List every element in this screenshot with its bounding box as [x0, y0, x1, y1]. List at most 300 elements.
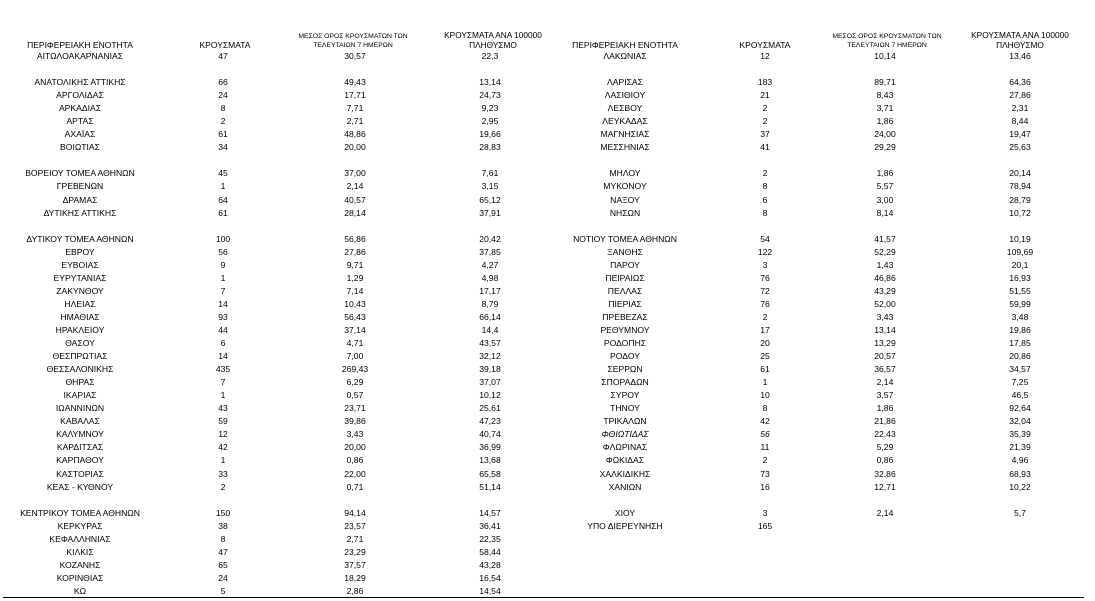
- table-row: [545, 115, 1095, 128]
- table-header-left: [0, 20, 545, 50]
- table-row: [0, 246, 545, 259]
- cell-per100k: 20,86: [1009, 351, 1031, 362]
- table-row: [0, 180, 545, 193]
- cell-avg7: 52,29: [874, 246, 896, 257]
- cell-per100k: 4,98: [481, 272, 499, 283]
- cell-name: ΚΑΣΤΟΡΙΑΣ: [56, 468, 104, 479]
- cell-name: ΛΑΡΙΣΑΣ: [607, 77, 643, 88]
- header-per100k: [945, 31, 1095, 50]
- table-row: [545, 520, 1095, 533]
- table-row: [0, 50, 545, 63]
- cell-name: ΚΟΡΙΝΘΙΑΣ: [56, 572, 104, 583]
- cell-cases: 1: [220, 272, 226, 283]
- cell-name: ΑΧΑΪΑΣ: [64, 129, 96, 140]
- table-row: [0, 533, 545, 546]
- table-body-left: [0, 50, 545, 598]
- cell-cases: 1: [762, 377, 768, 388]
- cell-cases: 2: [762, 103, 768, 114]
- cell-per100k: 28,83: [479, 142, 501, 153]
- table-row: [545, 481, 1095, 494]
- cell-avg7: 4,71: [346, 338, 364, 349]
- cell-cases: 3: [762, 507, 768, 518]
- spacer-row: [0, 154, 545, 167]
- cell-name: ΔΥΤΙΚΗΣ ΑΤΤΙΚΗΣ: [43, 207, 117, 218]
- cell-name: ΦΛΩΡΙΝΑΣ: [602, 442, 648, 453]
- table-row: [0, 428, 545, 441]
- cell-avg7: 56,86: [344, 233, 366, 244]
- cell-per100k: 92,64: [1009, 403, 1031, 414]
- cell-avg7: 1,86: [876, 403, 894, 414]
- table-row: [545, 233, 1095, 246]
- cell-cases: 24: [218, 572, 228, 583]
- cell-avg7: 2,14: [876, 377, 894, 388]
- cell-per100k: 46,5: [1011, 390, 1029, 401]
- cell-avg7: 0,86: [346, 455, 364, 466]
- cell-name: ΑΡΚΑΔΙΑΣ: [58, 103, 102, 114]
- header-per100k-line2: ΠΛΗΘΥΣΜΟ: [469, 39, 517, 50]
- cell-name: ΗΛΕΙΑΣ: [64, 298, 96, 309]
- cell-avg7: 94,14: [344, 507, 366, 518]
- table-row: [0, 233, 545, 246]
- cell-cases: 14: [218, 351, 228, 362]
- cell-name: ΣΠΟΡΑΔΩΝ: [601, 377, 649, 388]
- cell-per100k: 43,28: [479, 559, 501, 570]
- cell-per100k: 36,99: [479, 442, 501, 453]
- cell-name: ΠΡΕΒΕΖΑΣ: [602, 311, 648, 322]
- cell-name: ΤΡΙΚΑΛΩΝ: [603, 416, 647, 427]
- cell-cases: 37: [760, 129, 770, 140]
- cell-cases: 17: [760, 324, 770, 335]
- table-row: [545, 194, 1095, 207]
- cell-name: ΣΕΡΡΩΝ: [607, 364, 643, 375]
- cell-per100k: 109,69: [1006, 246, 1034, 257]
- spacer-row: [545, 154, 1095, 167]
- cell-per100k: 8,79: [481, 298, 499, 309]
- table-row: [545, 454, 1095, 467]
- cell-name: ΥΠΟ ΔΙΕΡΕΥΝΗΣΗ: [587, 520, 663, 531]
- spacer-row: [0, 63, 545, 76]
- cell-avg7: 41,57: [874, 233, 896, 244]
- table-row: [545, 89, 1095, 102]
- cell-per100k: 25,63: [1009, 142, 1031, 153]
- table-row: [0, 363, 545, 376]
- cell-name: ΝΑΞΟΥ: [610, 194, 640, 205]
- cell-cases: 24: [218, 90, 228, 101]
- cell-cases: 10: [760, 390, 770, 401]
- cell-cases: 5: [220, 585, 226, 596]
- cell-per100k: 66,14: [479, 311, 501, 322]
- table-row: [545, 76, 1095, 89]
- cell-per100k: 20,1: [1011, 259, 1029, 270]
- spacer-row: [545, 220, 1095, 233]
- table-row: [545, 415, 1095, 428]
- cell-name: ΚΩ: [73, 585, 87, 596]
- cell-cases: 66: [218, 77, 228, 88]
- table-row: [0, 559, 545, 572]
- cell-avg7: 48,86: [344, 129, 366, 140]
- cell-per100k: 25,61: [479, 403, 501, 414]
- cell-name: ΠΙΕΡΙΑΣ: [608, 298, 642, 309]
- cell-per100k: 47,23: [479, 416, 501, 427]
- cell-cases: 56: [218, 246, 228, 257]
- header-avg7-line2: ΤΕΛΕΥΤΑΙΩΝ 7 ΗΜΕΡΩΝ: [313, 42, 393, 49]
- header-region: ΠΕΡΙΦΕΡΕΙΑΚΗ ΕΝΟΤΗΤΑ: [27, 40, 133, 50]
- cell-avg7: 7,14: [346, 285, 364, 296]
- cell-cases: 8: [762, 181, 768, 192]
- cell-per100k: 8,44: [1011, 116, 1029, 127]
- cell-cases: 93: [218, 311, 228, 322]
- table-row: [545, 441, 1095, 454]
- cell-name: ΠΑΡΟΥ: [610, 259, 640, 270]
- cell-name: ΣΥΡΟΥ: [610, 390, 640, 401]
- cell-avg7: 10,43: [344, 298, 366, 309]
- table-row: [545, 167, 1095, 180]
- cell-per100k: 78,94: [1009, 181, 1031, 192]
- cell-avg7: 7,00: [346, 351, 364, 362]
- cell-avg7: 18,29: [344, 572, 366, 583]
- cell-avg7: 28,14: [344, 207, 366, 218]
- cell-name: ΛΑΚΩΝΙΑΣ: [603, 51, 647, 61]
- cell-name: ΝΟΤΙΟΥ ΤΟΜΕΑ ΑΘΗΝΩΝ: [573, 233, 677, 244]
- cell-name: ΗΡΑΚΛΕΙΟΥ: [55, 324, 105, 335]
- cell-cases: 6: [220, 338, 226, 349]
- cell-name: ΒΟΙΩΤΙΑΣ: [60, 142, 100, 153]
- cell-per100k: 10,19: [1009, 233, 1031, 244]
- table-row: [0, 324, 545, 337]
- header-avg7: [278, 32, 428, 50]
- header-avg7: [812, 32, 962, 50]
- cell-per100k: 28,79: [1009, 194, 1031, 205]
- cell-per100k: 37,85: [479, 246, 501, 257]
- cell-per100k: 21,39: [1009, 442, 1031, 453]
- table-row: [0, 115, 545, 128]
- table-row: [545, 350, 1095, 363]
- cell-name: ΧΑΝΙΩΝ: [608, 481, 642, 492]
- cell-per100k: 14,54: [479, 585, 501, 596]
- cell-cases: 61: [218, 207, 228, 218]
- cell-avg7: 22,43: [874, 429, 896, 440]
- cell-cases: 12: [218, 429, 228, 440]
- cell-cases: 76: [760, 272, 770, 283]
- spacer-row: [545, 63, 1095, 76]
- table-row: [0, 481, 545, 494]
- cell-cases: 11: [760, 442, 770, 453]
- cell-cases: 2: [762, 455, 768, 466]
- cell-per100k: 22,3: [481, 51, 499, 61]
- cell-avg7: 10,14: [874, 51, 896, 61]
- table-row: [0, 572, 545, 585]
- table-row: [0, 376, 545, 389]
- cell-avg7: 0,86: [876, 455, 894, 466]
- cell-avg7: 20,57: [874, 351, 896, 362]
- cell-name: ΡΕΘΥΜΝΟΥ: [600, 324, 650, 335]
- cell-per100k: 19,47: [1009, 129, 1031, 140]
- table-row: [545, 259, 1095, 272]
- table-row: [0, 441, 545, 454]
- cell-per100k: 9,23: [481, 103, 499, 114]
- cell-per100k: 32,04: [1009, 416, 1031, 427]
- cell-per100k: 10,12: [479, 390, 501, 401]
- table-row: [545, 468, 1095, 481]
- cell-avg7: 3,57: [876, 390, 894, 401]
- table-row: [545, 311, 1095, 324]
- table-row: [545, 246, 1095, 259]
- table-row: [0, 546, 545, 559]
- cell-name: ΖΑΚΥΝΘΟΥ: [56, 285, 104, 296]
- table-body-right: [545, 50, 1095, 533]
- cell-avg7: 46,86: [874, 272, 896, 283]
- table-right-half: [545, 0, 1095, 601]
- cell-per100k: 3,48: [1011, 311, 1029, 322]
- cell-per100k: 7,61: [481, 168, 499, 179]
- cell-avg7: 20,00: [344, 142, 366, 153]
- cell-name: ΝΗΣΩΝ: [609, 207, 641, 218]
- header-avg7-line1: ΜΕΣΟΣ ΟΡΟΣ ΚΡΟΥΣΜΑΤΩΝ ΤΩΝ: [298, 33, 408, 40]
- cell-name: ΦΘΙΩΤΙΔΑΣ: [601, 429, 649, 440]
- cell-name: ΚΕΑΣ - ΚΥΘΝΟΥ: [46, 481, 114, 492]
- header-per100k-line1: ΚΡΟΥΣΜΑΤΑ ΑΝΑ 100000: [971, 30, 1069, 40]
- cell-cases: 54: [760, 233, 770, 244]
- cell-avg7: 23,71: [344, 403, 366, 414]
- cell-cases: 25: [760, 351, 770, 362]
- cell-name: ΜΑΓΝΗΣΙΑΣ: [600, 129, 650, 140]
- header-per100k-line1: ΚΡΟΥΣΜΑΤΑ ΑΝΑ 100000: [444, 30, 542, 40]
- cell-per100k: 19,86: [1009, 324, 1031, 335]
- cell-name: ΚΑΛΥΜΝΟΥ: [56, 429, 104, 440]
- cell-avg7: 0,57: [346, 390, 364, 401]
- table-row: [545, 298, 1095, 311]
- cell-cases: 44: [218, 324, 228, 335]
- cell-name: ΤΗΝΟΥ: [610, 403, 640, 414]
- cell-per100k: 13,14: [479, 77, 501, 88]
- bottom-rule: [3, 597, 1084, 598]
- cell-per100k: 4,96: [1011, 455, 1029, 466]
- cell-per100k: 24,73: [479, 90, 501, 101]
- cell-cases: 1: [220, 455, 226, 466]
- table-row: [545, 285, 1095, 298]
- header-cases: ΚΡΟΥΣΜΑΤΑ: [199, 40, 251, 50]
- cell-avg7: 30,57: [344, 51, 366, 61]
- table-row: [0, 402, 545, 415]
- cell-avg7: 37,57: [344, 559, 366, 570]
- table-header-right: [545, 20, 1095, 50]
- cell-cases: 59: [218, 416, 228, 427]
- table-row: [545, 337, 1095, 350]
- table-row: [545, 324, 1095, 337]
- cell-cases: 65: [218, 559, 228, 570]
- cell-cases: 14: [218, 298, 228, 309]
- cell-avg7: 21,86: [874, 416, 896, 427]
- cell-name: ΚΕΡΚΥΡΑΣ: [57, 520, 103, 531]
- cell-cases: 33: [218, 468, 228, 479]
- table-row: [0, 337, 545, 350]
- table-row: [0, 454, 545, 467]
- cell-cases: 8: [220, 103, 226, 114]
- table-row: [0, 585, 545, 598]
- table-row: [0, 102, 545, 115]
- table-row: [0, 207, 545, 220]
- cell-cases: 16: [760, 481, 770, 492]
- table-row: [0, 89, 545, 102]
- cell-avg7: 1,86: [876, 168, 894, 179]
- cell-per100k: 16,93: [1009, 272, 1031, 283]
- cell-cases: 34: [218, 142, 228, 153]
- cell-cases: 20: [760, 338, 770, 349]
- cell-cases: 1: [220, 181, 226, 192]
- cell-name: ΛΑΣΙΘΙΟΥ: [604, 90, 646, 101]
- cell-per100k: 32,12: [479, 351, 501, 362]
- table-row: [0, 298, 545, 311]
- cell-per100k: 14,57: [479, 507, 501, 518]
- cell-cases: 2: [762, 311, 768, 322]
- cell-name: ΚΕΝΤΡΙΚΟΥ ΤΟΜΕΑ ΑΘΗΝΩΝ: [20, 507, 140, 518]
- cell-cases: 72: [760, 285, 770, 296]
- cell-per100k: 20,42: [479, 233, 501, 244]
- cell-per100k: 17,17: [479, 285, 501, 296]
- cell-avg7: 23,29: [344, 546, 366, 557]
- cell-name: ΑΝΑΤΟΛΙΚΗΣ ΑΤΤΙΚΗΣ: [34, 77, 126, 88]
- cell-name: ΔΡΑΜΑΣ: [62, 194, 98, 205]
- spacer-row: [0, 220, 545, 233]
- cell-cases: 43: [218, 403, 228, 414]
- cell-per100k: 65,12: [479, 194, 501, 205]
- cell-name: ΚΙΛΚΙΣ: [66, 546, 94, 557]
- table-row: [545, 402, 1095, 415]
- cell-per100k: 19,66: [479, 129, 501, 140]
- cell-cases: 64: [218, 194, 228, 205]
- cell-per100k: 39,18: [479, 364, 501, 375]
- table-row: [0, 272, 545, 285]
- table-row: [0, 128, 545, 141]
- table-row: [0, 167, 545, 180]
- cell-per100k: 40,74: [479, 429, 501, 440]
- table-row: [545, 180, 1095, 193]
- cell-avg7: 37,14: [344, 324, 366, 335]
- cell-name: ΑΡΤΑΣ: [66, 116, 94, 127]
- cell-per100k: 13,68: [479, 455, 501, 466]
- cell-name: ΧΑΛΚΙΔΙΚΗΣ: [599, 468, 651, 479]
- table-row: [0, 194, 545, 207]
- cell-cases: 122: [757, 246, 773, 257]
- cell-name: ΚΑΡΔΙΤΣΑΣ: [56, 442, 104, 453]
- cell-name: ΧΙΟΥ: [614, 507, 636, 518]
- cell-avg7: 40,57: [344, 194, 366, 205]
- cell-cases: 45: [218, 168, 228, 179]
- cell-name: ΛΕΣΒΟΥ: [607, 103, 643, 114]
- cell-per100k: 64,36: [1009, 77, 1031, 88]
- cell-per100k: 22,35: [479, 533, 501, 544]
- table-row: [0, 311, 545, 324]
- cell-name: ΡΟΔΟΥ: [610, 351, 640, 362]
- cell-avg7: 269,43: [341, 364, 369, 375]
- cell-name: ΚΑΒΑΛΑΣ: [60, 416, 100, 427]
- cell-per100k: 4,27: [481, 259, 499, 270]
- cell-per100k: 7,25: [1011, 377, 1029, 388]
- cell-per100k: 51,55: [1009, 285, 1031, 296]
- cell-name: ΙΩΑΝΝΙΝΩΝ: [55, 403, 105, 414]
- cell-name: ΜΥΚΟΝΟΥ: [603, 181, 647, 192]
- cell-cases: 8: [762, 207, 768, 218]
- cell-name: ΑΡΓΟΛΙΔΑΣ: [56, 90, 104, 101]
- table-left-half: [0, 0, 545, 601]
- table-row: [545, 50, 1095, 63]
- cell-cases: 2: [220, 481, 226, 492]
- cell-per100k: 5,7: [1014, 507, 1026, 518]
- cell-avg7: 36,57: [874, 364, 896, 375]
- cell-avg7: 2,14: [346, 181, 364, 192]
- cell-cases: 21: [760, 90, 770, 101]
- cell-name: ΘΕΣΣΑΛΟΝΙΚΗΣ: [46, 364, 114, 375]
- cell-name: ΚΕΦΑΛΛΗΝΙΑΣ: [49, 533, 111, 544]
- cell-name: ΛΕΥΚΑΔΑΣ: [602, 116, 648, 127]
- cell-name: ΙΚΑΡΙΑΣ: [63, 390, 97, 401]
- cell-name: ΒΟΡΕΙΟΥ ΤΟΜΕΑ ΑΘΗΝΩΝ: [25, 168, 135, 179]
- cell-per100k: 37,91: [479, 207, 501, 218]
- cell-avg7: 23,57: [344, 520, 366, 531]
- cell-per100k: 59,99: [1009, 298, 1031, 309]
- header-avg7-line1: ΜΕΣΟΣ ΟΡΟΣ ΚΡΟΥΣΜΑΤΩΝ ΤΩΝ: [832, 33, 942, 40]
- cell-cases: 76: [760, 298, 770, 309]
- cell-cases: 100: [215, 233, 231, 244]
- table-row: [545, 128, 1095, 141]
- cell-avg7: 56,43: [344, 311, 366, 322]
- table-row: [545, 507, 1095, 520]
- cell-cases: 3: [762, 259, 768, 270]
- cell-per100k: 68,93: [1009, 468, 1031, 479]
- table-row: [0, 520, 545, 533]
- table-row: [0, 389, 545, 402]
- table-row: [545, 428, 1095, 441]
- cell-per100k: 14,4: [481, 324, 499, 335]
- cell-avg7: 89,71: [874, 77, 896, 88]
- cell-cases: 61: [760, 364, 770, 375]
- cell-cases: 41: [760, 142, 770, 153]
- cell-avg7: 3,71: [876, 103, 894, 114]
- cell-avg7: 5,57: [876, 181, 894, 192]
- cell-per100k: 16,54: [479, 572, 501, 583]
- cell-avg7: 1,43: [876, 259, 894, 270]
- cell-per100k: 65,58: [479, 468, 501, 479]
- cell-avg7: 24,00: [874, 129, 896, 140]
- cell-avg7: 2,71: [346, 533, 364, 544]
- cell-avg7: 6,29: [346, 377, 364, 388]
- cell-name: ΚΟΖΑΝΗΣ: [59, 559, 101, 570]
- table-row: [545, 207, 1095, 220]
- cell-name: ΗΜΑΘΙΑΣ: [60, 311, 100, 322]
- cell-cases: 165: [757, 520, 773, 531]
- cell-name: ΠΕΛΛΑΣ: [607, 285, 643, 296]
- cell-avg7: 13,29: [874, 338, 896, 349]
- cell-cases: 47: [218, 51, 228, 61]
- cell-avg7: 49,43: [344, 77, 366, 88]
- table-row: [0, 141, 545, 154]
- cell-name: ΚΑΡΠΑΘΟΥ: [56, 455, 104, 466]
- cell-cases: 56: [760, 429, 770, 440]
- cell-cases: 435: [215, 364, 231, 375]
- cell-name: ΠΕΙΡΑΙΩΣ: [605, 272, 645, 283]
- cell-avg7: 37,00: [344, 168, 366, 179]
- cell-avg7: 13,14: [874, 324, 896, 335]
- cell-per100k: 20,14: [1009, 168, 1031, 179]
- cell-per100k: 37,07: [479, 377, 501, 388]
- cell-avg7: 39,86: [344, 416, 366, 427]
- cell-cases: 1: [220, 390, 226, 401]
- cell-avg7: 3,43: [876, 311, 894, 322]
- cell-per100k: 27,86: [1009, 90, 1031, 101]
- cell-per100k: 34,57: [1009, 364, 1031, 375]
- cell-avg7: 2,14: [876, 507, 894, 518]
- cell-avg7: 5,29: [876, 442, 894, 453]
